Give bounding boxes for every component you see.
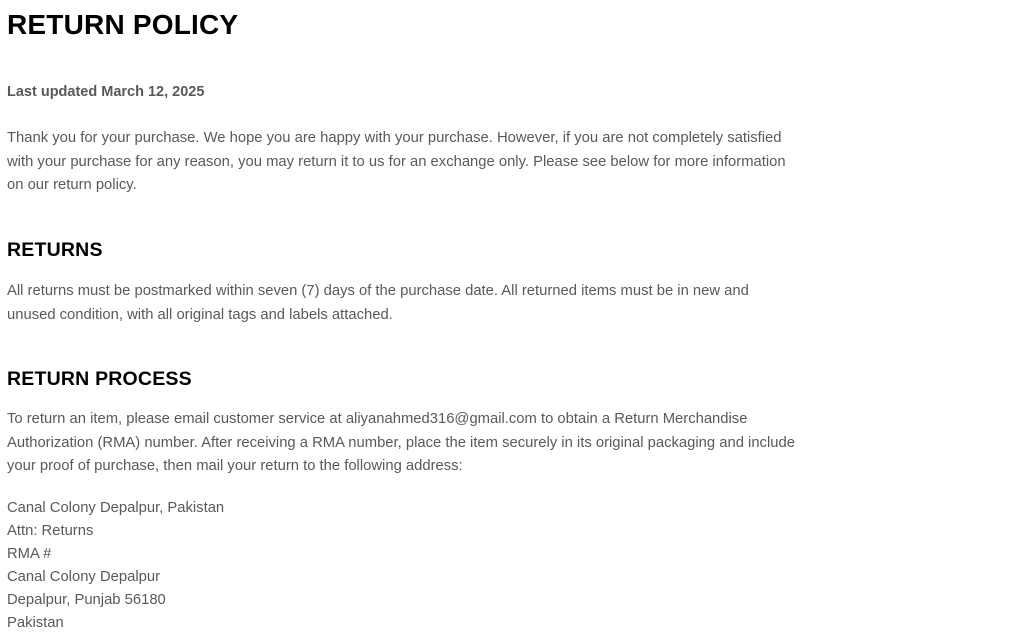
address-line: Canal Colony Depalpur [7, 569, 160, 585]
intro-paragraph: Thank you for your purchase. We hope you are happy with your purchase. However, if you are not completely satisfied with your purchase for any reason, you may return it to us for an exchange only. Please see below for more information on our return policy. [7, 130, 786, 193]
return-address [7, 497, 224, 635]
returns-heading: RETURNS [7, 239, 103, 261]
address-line: Depalpur, Punjab 56180 [7, 592, 166, 608]
address-line: Pakistan [7, 615, 64, 631]
return-process-paragraph: To return an item, please email customer service at aliyanahmed316@gmail.com to obtain a Return Merchandise Authorization (RMA) number. After receiving a RMA number, place the item securely in its original packaging and include your proof of purchase, then mail your return to the following address: [7, 411, 795, 474]
returns-paragraph: All returns must be postmarked within seven (7) days of the purchase date. All returned items must be in new and unused condition, with all original tags and labels attached. [7, 283, 749, 323]
last-updated-date: Last updated March 12, 2025 [7, 84, 205, 100]
address-line: Attn: Returns [7, 523, 94, 539]
return-process-heading: RETURN PROCESS [7, 368, 192, 390]
address-line: RMA # [7, 546, 52, 562]
address-line: Canal Colony Depalpur, Pakistan [7, 500, 225, 516]
page-title: RETURN POLICY [7, 9, 239, 40]
